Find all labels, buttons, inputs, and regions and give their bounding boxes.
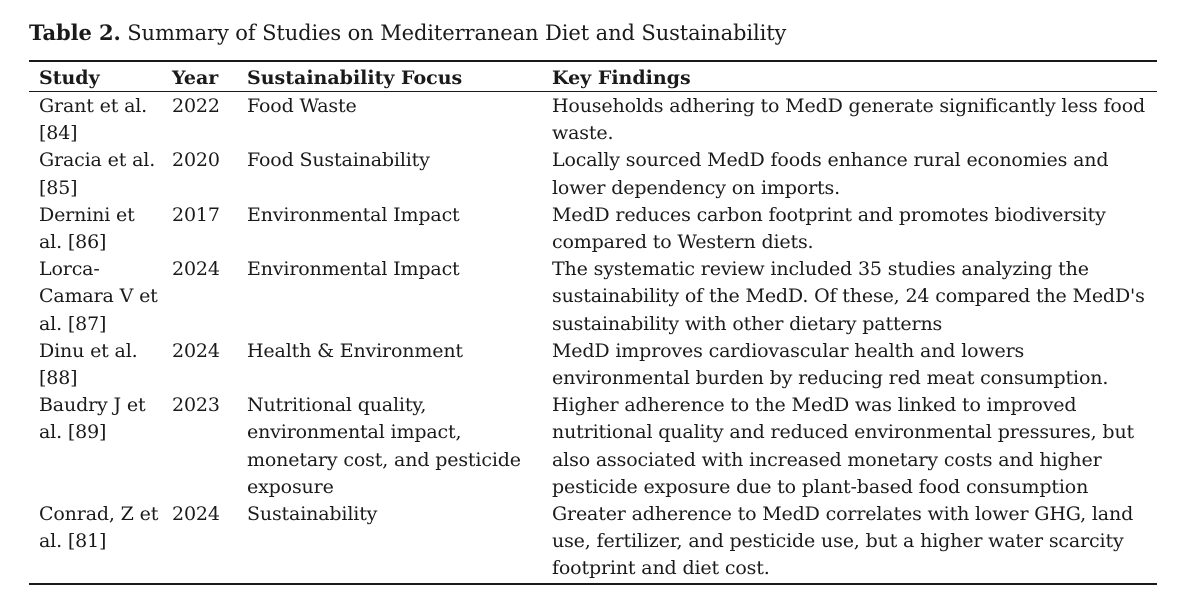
table-caption-title: Summary of Studies on Mediterranean Diet and Sustainability: [127, 21, 787, 45]
study-cell: Gracia et al. [85]: [39, 149, 156, 199]
table-caption: [29, 19, 786, 47]
focus-cell: Environmental Impact: [247, 203, 460, 226]
year-cell: 2024: [172, 258, 220, 281]
table-row: [29, 147, 1157, 201]
findings-cell: Higher adherence to the MedD was linked to improved nutritional quality and reduced environmental pressures, but also associated with increased monetary costs and higher pesticide exposure due to plant-based food consumption: [552, 394, 1135, 498]
year-cell: 2024: [172, 339, 220, 362]
year-cell: 2023: [172, 394, 220, 417]
table-row: [29, 338, 1157, 392]
table-row: [29, 92, 1157, 148]
year-cell: 2020: [172, 149, 220, 172]
table-caption-label: Table 2.: [29, 20, 121, 45]
year-cell: 2024: [172, 503, 220, 526]
study-cell: Baudry J et al. [89]: [39, 394, 146, 444]
studies-table-container: [29, 60, 1157, 585]
findings-cell: Greater adherence to MedD correlates with lower GHG, land use, fertilizer, and pesticide use, but a higher water scarcity footprint and diet cost.: [552, 503, 1134, 580]
header-sustainability-focus: Sustainability Focus: [237, 61, 542, 92]
findings-cell: MedD improves cardiovascular health and lowers environmental burden by reducing red meat consumption.: [552, 339, 1109, 390]
study-cell: Grant et al. [84]: [39, 95, 148, 145]
table-row: [29, 256, 1157, 338]
study-cell: Lorca-Camara V et al. [87]: [39, 258, 158, 335]
header-key-findings: Key Findings: [542, 61, 1157, 92]
focus-cell: Sustainability: [247, 503, 378, 526]
findings-cell: MedD reduces carbon footprint and promotes biodiversity compared to Western diets.: [552, 203, 1106, 254]
table-row: [29, 501, 1157, 584]
findings-cell: The systematic review included 35 studies analyzing the sustainability of the MedD. Of these, 24 compared the MedD's sustainability with other dietary patterns: [552, 258, 1145, 335]
table-row: [29, 392, 1157, 501]
study-cell: Dernini et al. [86]: [39, 203, 135, 254]
focus-cell: Food Sustainability: [247, 149, 430, 172]
study-cell: Dinu et al. [88]: [39, 339, 138, 390]
year-cell: 2017: [172, 203, 220, 226]
table-header-row: [29, 61, 1157, 92]
findings-cell: Households adhering to MedD generate significantly less food waste.: [552, 95, 1146, 145]
year-cell: 2022: [172, 95, 220, 117]
focus-cell: Food Waste: [247, 95, 357, 117]
findings-cell: Locally sourced MedD foods enhance rural economies and lower dependency on imports.: [552, 149, 1109, 199]
studies-table: [29, 60, 1157, 585]
header-study: Study: [29, 61, 166, 92]
focus-cell: Environmental Impact: [247, 258, 460, 281]
focus-cell: Nutritional quality, environmental impact, monetary cost, and pesticide exposure: [247, 394, 521, 498]
study-cell: Conrad, Z et al. [81]: [39, 503, 159, 553]
table-row: [29, 202, 1157, 256]
focus-cell: Health & Environment: [247, 339, 463, 362]
header-year: Year: [166, 61, 237, 92]
